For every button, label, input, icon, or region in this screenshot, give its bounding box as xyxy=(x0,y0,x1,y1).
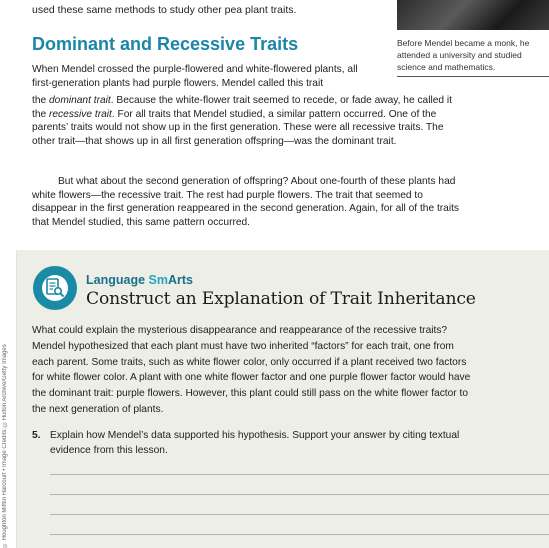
term-dominant-trait: dominant trait xyxy=(49,95,111,106)
question-number: 5. xyxy=(32,430,41,441)
term-recessive-trait: recessive trait xyxy=(49,108,112,120)
mendel-photo xyxy=(397,0,549,30)
answer-line[interactable] xyxy=(50,494,549,495)
previous-paragraph-end: used these same methods to study other pea plant traits. xyxy=(32,4,297,16)
answer-line[interactable] xyxy=(50,534,549,535)
panel-title: Construct an Explanation of Trait Inheritance xyxy=(86,289,476,309)
paragraph-1-continued: the dominant trait. Because the white-flower trait seemed to recede, or fade away, he called it the recessive trait. For all traits that Mendel studied, a similar pattern occurred. One of the parents’ traits would not show up in the first generation. These were all recessive traits. The other trait—that shows up in all first generation offspring—was the dominant trait. xyxy=(32,95,453,147)
image-credit: © Houghton Mifflin Harcourt • Image Credits: ©Hulton Archive/Getty Images xyxy=(2,344,8,548)
paragraph-2: But what about the second generation of offspring? About one-fourth of these plants had white flowers—the recessive trait. The rest had purple flowers. The trait that seemed to disappear in the first generation reappeared in the second generation. Again, for all of the traits that Mendel studied, this same pattern occurred. xyxy=(32,176,460,228)
caption-divider xyxy=(397,76,549,77)
language-smarts-label: Language SmArts xyxy=(86,273,193,287)
answer-line[interactable] xyxy=(50,474,549,475)
question-text: Explain how Mendel’s data supported his hypothesis. Support your answer by citing textual evidence from this lesson. xyxy=(50,430,460,456)
photo-caption: Before Mendel became a monk, he attended a university and studied science and mathematics. xyxy=(397,38,530,72)
paragraph-1-intro: When Mendel crossed the purple-flowered and white-flowered plants, all first-generation plants had purple flowers. Mendel called this trait xyxy=(32,64,358,89)
section-heading: Dominant and Recessive Traits xyxy=(32,34,299,54)
document-magnifier-icon xyxy=(33,266,77,310)
answer-line[interactable] xyxy=(50,514,549,515)
panel-body-text: What could explain the mysterious disappearance and reappearance of the recessive traits? Mendel hypothesized that each plant must have two inherited “factors” for each trait, one from each parent. Some traits, such as white flower color, only occurred if a plant received two factors for white flower color. A plant with one white flower factor and one purple flower factor would have the dominant trait: purple flowers. However, this plant could still pass on the white flower factor to the next generation of plants. xyxy=(32,325,471,415)
